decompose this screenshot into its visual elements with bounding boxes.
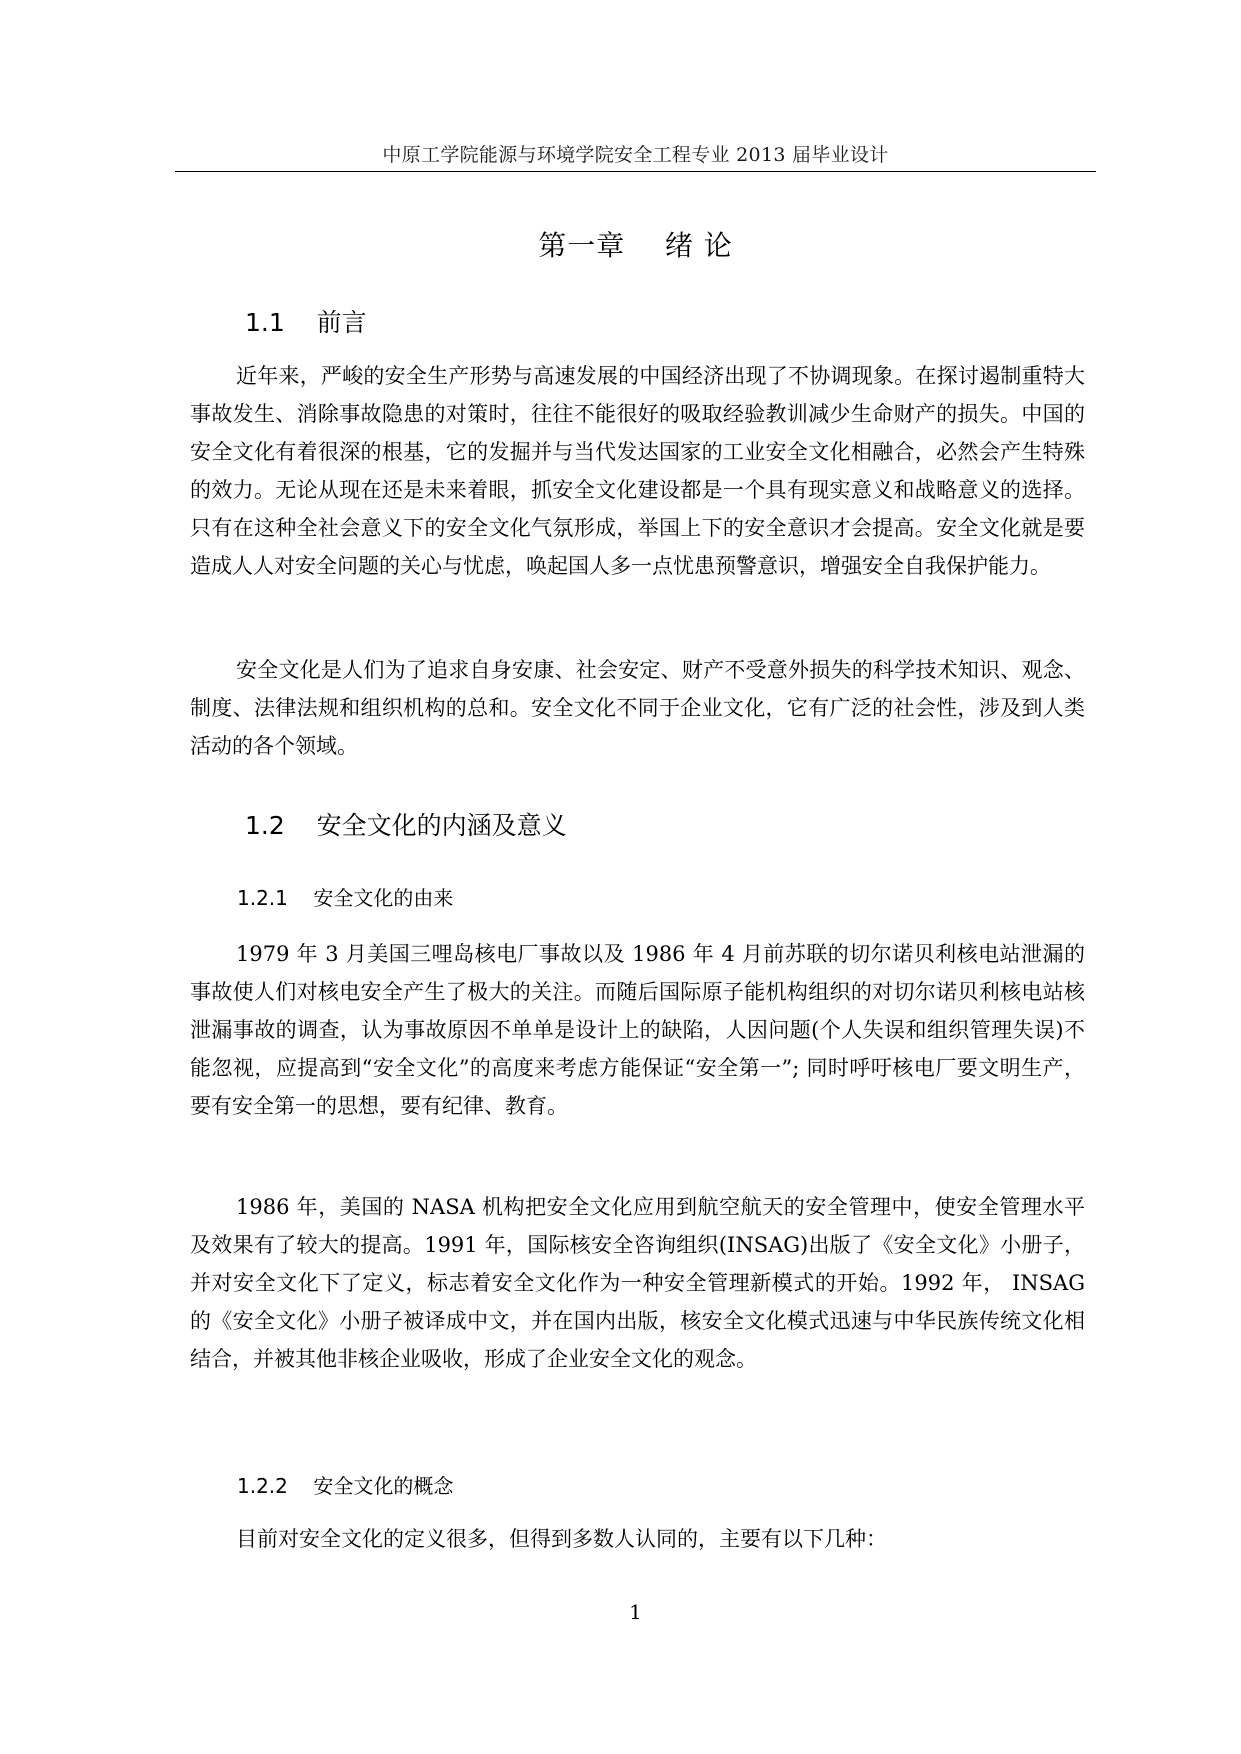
subsection-number: 1.2.1 (237, 886, 288, 910)
paragraph: 目前对安全文化的定义很多，但得到多数人认同的，主要有以下几种： (236, 1527, 887, 1551)
subsection-number: 1.2.2 (237, 1474, 288, 1498)
section-title: 安全文化的内涵及意义 (316, 811, 567, 840)
section-number: 1.1 (245, 308, 285, 337)
subsection-heading-1-2-1 (237, 882, 453, 911)
subsection-title: 安全文化的由来 (313, 886, 454, 910)
running-header: 中原工学院能源与环境学院安全工程专业 2013 届毕业设计 (382, 144, 889, 166)
header-divider (175, 171, 1096, 172)
subsection-title: 安全文化的概念 (313, 1474, 454, 1498)
section-heading-1-2 (245, 806, 567, 842)
section-heading-1-1 (245, 303, 367, 339)
paragraph: 1979 年 3 月美国三哩岛核电厂事故以及 1986 年 4 月前苏联的切尔诺贝利核电站泄漏的事故使人们对核电安全产生了极大的关注。而随后国际原子能机构组织的对切尔诺贝利核电站核泄漏事故的调查，认为事故原因不单单是设计上的缺陷，人因问题(个人失误和组织管理失误)不能忽视，应提高到“安全文化”的高度来考虑方能保证“安全第一”; 同时呼吁核电厂要文明生产，要有安全第一的思想，要有纪律、教育。 (190, 942, 1085, 1118)
paragraph: 安全文化是人们为了追求自身安康、社会安定、财产不受意外损失的科学技术知识、观念、制度、法律法规和组织机构的总和。安全文化不同于企业文化，它有广泛的社会性，涉及到人类活动的各个领域。 (190, 658, 1085, 758)
section-number: 1.2 (245, 811, 285, 840)
paragraph: 1986 年，美国的 NASA 机构把安全文化应用到航空航天的安全管理中，使安全管理水平及效果有了较大的提高。1991 年，国际核安全咨询组织(INSAG)出版了《安全文化》小册子，并对安全文化下了定义，标志着安全文化作为一种安全管理新模式的开始。1992 年， INSAG 的《安全文化》小册子被译成中文，并在国内出版，核安全文化模式迅速与中华民族传统文化相结合，并被其他非核企业吸收，形成了企业安全文化的观念。 (190, 1195, 1085, 1371)
section-title: 前言 (316, 308, 367, 337)
chapter-title: 第一章 绪 论 (538, 229, 733, 262)
subsection-heading-1-2-2 (237, 1470, 453, 1499)
paragraph: 近年来，严峻的安全生产形势与高速发展的中国经济出现了不协调现象。在探讨遏制重特大事故发生、消除事故隐患的对策时，往往不能很好的吸取经验教训减少生命财产的损失。中国的安全文化有着很深的根基，它的发掘并与当代发达国家的工业安全文化相融合，必然会产生特殊的效力。无论从现在还是未来着眼，抓安全文化建设都是一个具有现实意义和战略意义的选择。只有在这种全社会意义下的安全文化气氛形成，举国上下的安全意识才会提高。安全文化就是要造成人人对安全问题的关心与忧虑，唤起国人多一点忧患预警意识，增强安全自我保护能力。 (190, 364, 1085, 578)
page-number: 1 (629, 1600, 642, 1624)
